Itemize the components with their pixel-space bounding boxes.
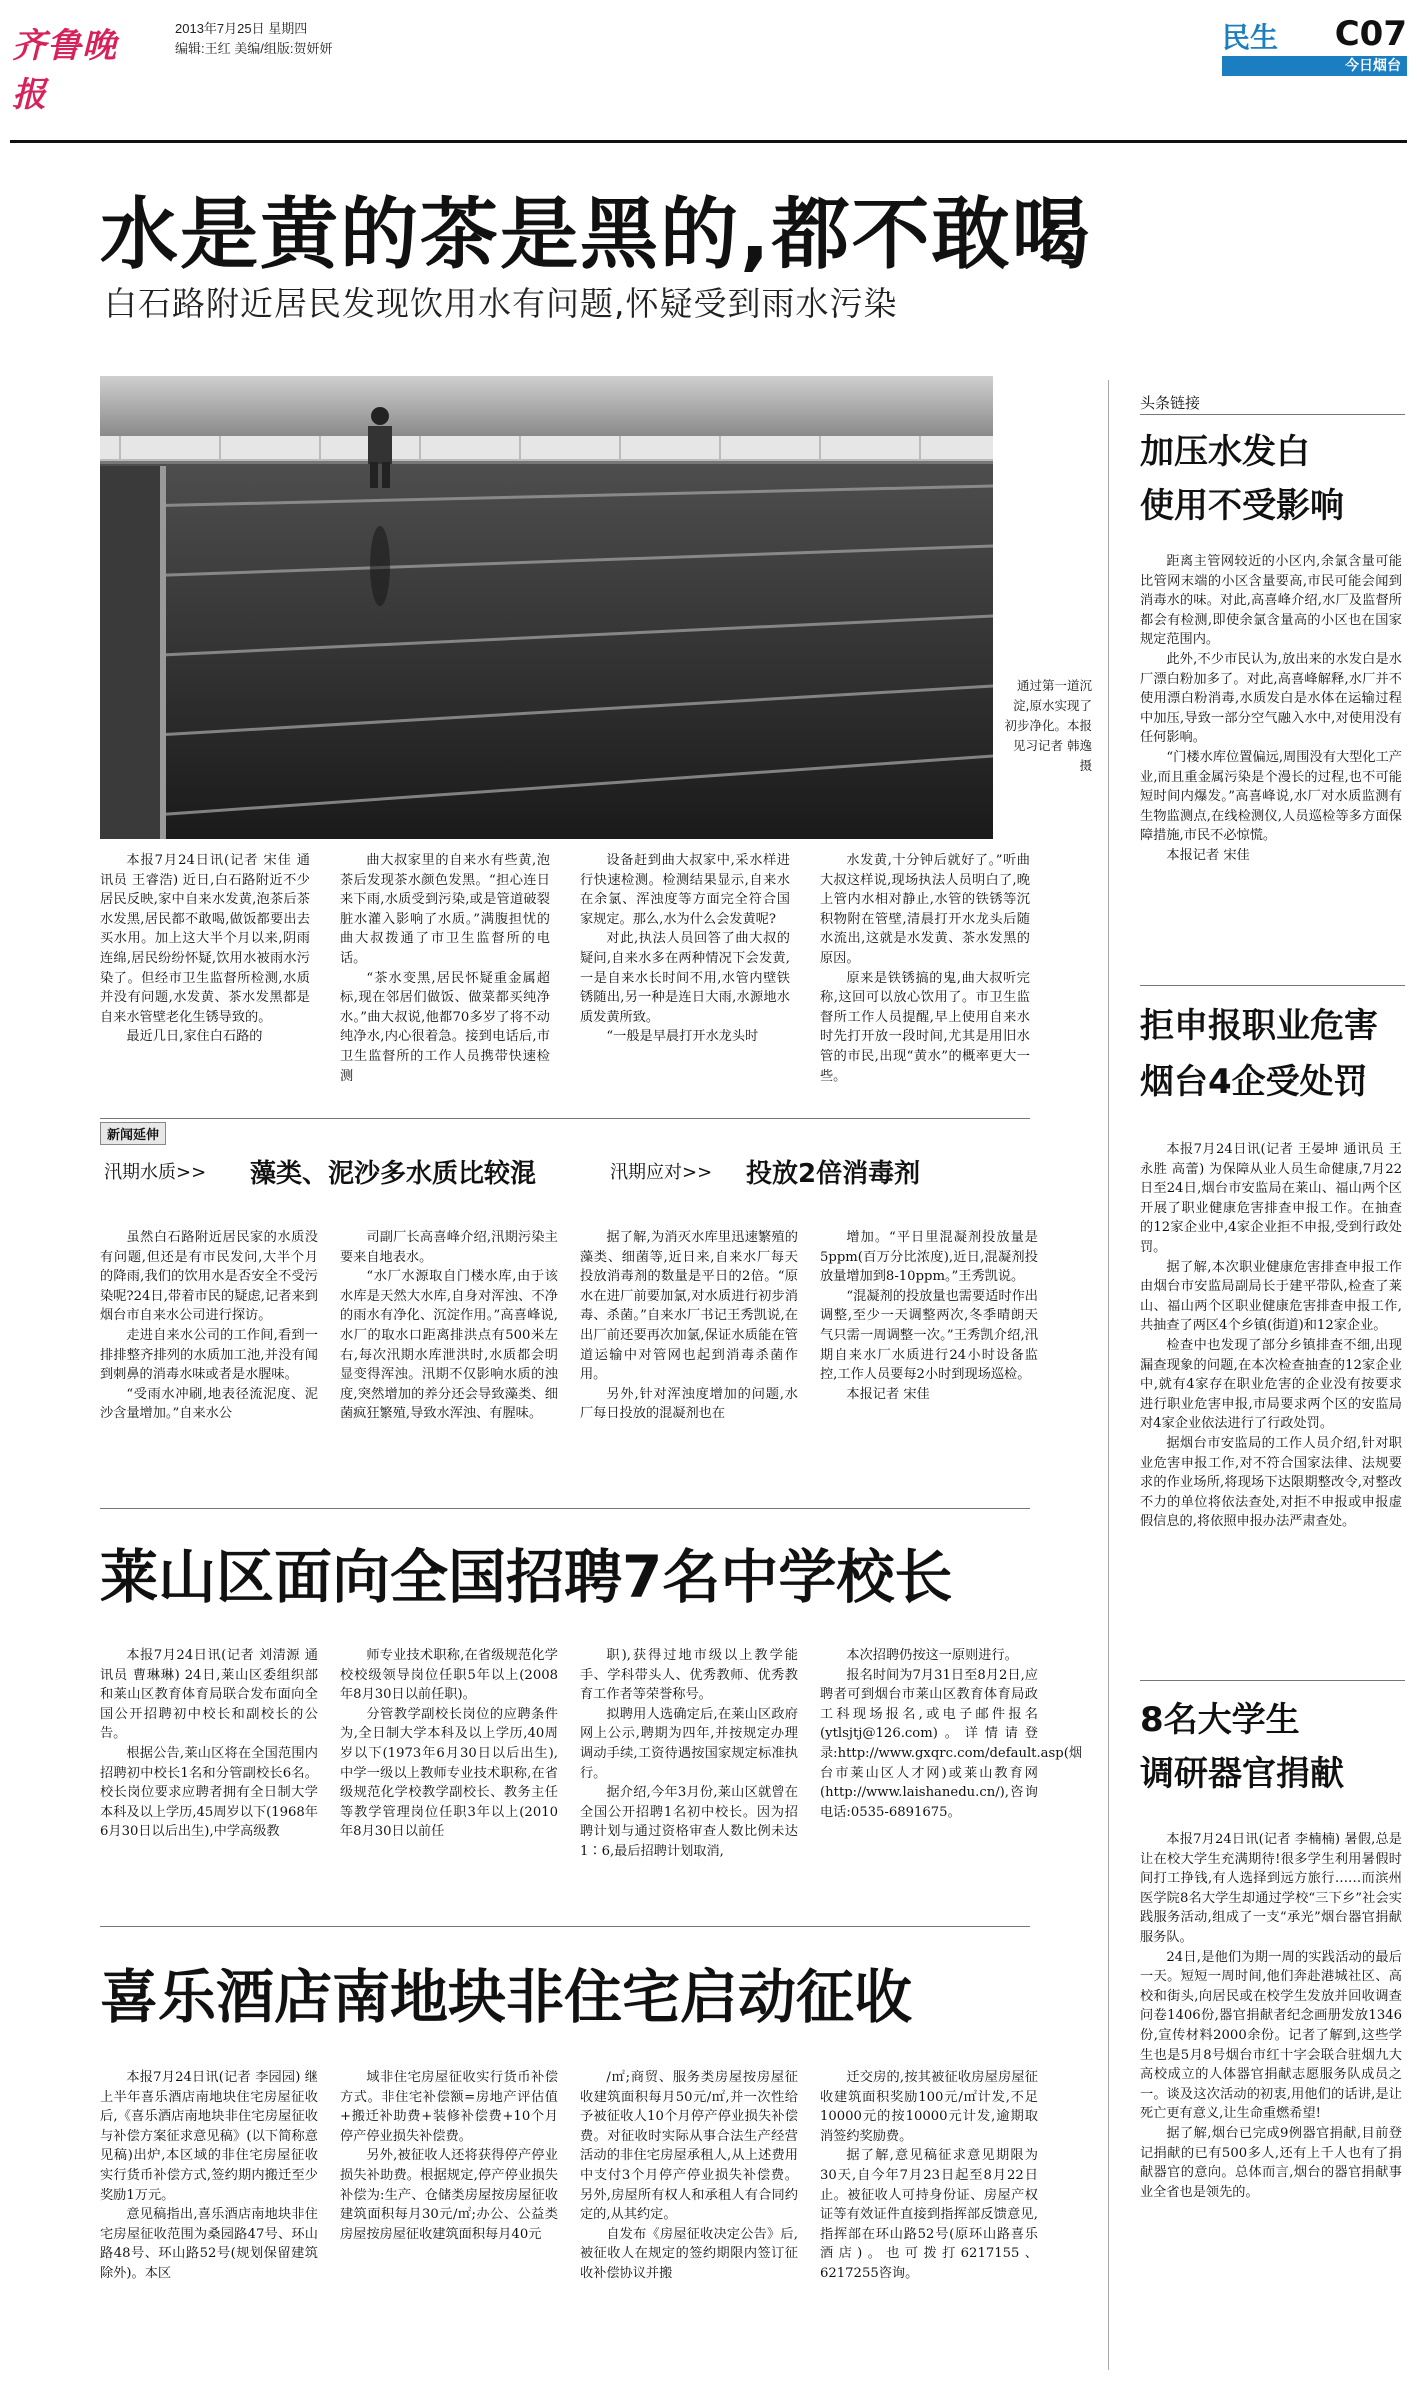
lead-paragraph: 原来是铁锈搞的鬼,曲大叔听完称,这回可以放心饮用了。市卫生监督所工作人员提醒,早上使用自来水时先打开放一段时间,尤其是用旧水管的市民,出现“黄水”的概率更大一些。	[820, 970, 1030, 1084]
sidebar-story1-title1: 加压水发白	[1140, 432, 1310, 472]
sidebar-paragraph: 距离主管网较近的小区内,余氯含量可能比管网末端的小区含量要高,市民可能会闻到消毒水的味。对此,高喜峰介绍,水厂及监督所都会有检测,即使余氯含量高的小区也在国家规定范围内。	[1140, 554, 1402, 648]
extension-paragraph: 另外,针对浑浊度增加的问题,水厂每日投放的混凝剂也在	[580, 1386, 798, 1422]
sidebar-paragraph: 据烟台市安监局的工作人员介绍,针对职业危害申报工作,对不符合国家法律、法规要求的作业场所,将现场下达限期整改令,对整改不力的单位将依法查处,对拒不申报或申报虚假信息的,将依照申报办法严肃查处。	[1140, 1435, 1402, 1530]
extension-col-2	[340, 1228, 558, 1518]
sidebar-paragraph: 24日,是他们为期一周的实践活动的最后一天。短短一周时间,他们奔赴港城社区、高校和街头,向居民或在校学生发放并回收调查问卷1406份,器官捐献者纪念画册发放1346份,宣传材料2000余份。记者了解到,这些学生也是5月8号烟台市红十字会联合驻烟九大高校成立的人体器官捐献志愿服务队成员之一。谈及这次活动的初衷,用他们的话讲,是让死亡更有意义,让生命重燃希望!	[1140, 1949, 1402, 2122]
laishan-paragraph: 据介绍,今年3月份,莱山区就曾在全国公开招聘1名初中校长。因为招聘计划与通过资格审查人数比例未达1∶6,最后招聘计划取消,	[580, 1785, 798, 1859]
extension-label: 新闻延伸	[100, 1122, 166, 1145]
laishan-paragraph: 本报7月24日讯(记者 刘清源 通讯员 曹琳琳) 24日,莱山区委组织部和莱山区教育体育局联合发布面向全国公开招聘初中校长和副校长的公告。	[100, 1648, 318, 1742]
xile-paragraph: /㎡;商贸、服务类房屋按房屋征收建筑面积每月50元/㎡,并一次性给予被征收人10个月停产停业损失补偿费。对征收时实际从事合法生产经营活动的非住宅房屋承租人,从上述费用中支付3个月停产停业损失补偿费。另外,房屋所有权人和承租人有合同约定的,从其约定。	[580, 2070, 798, 2223]
extension-col-4	[820, 1228, 1038, 1518]
laishan-paragraph: 根据公告,莱山区将在全国范围内招聘初中校长1名和分管副校长6名。校长岗位要求应聘者拥有全日制大学本科及以上学历,45周岁以下(1968年6月30日以后出生),中学高级教	[100, 1745, 318, 1840]
extension-col-3	[580, 1228, 798, 1518]
lead-photo	[100, 376, 993, 839]
lead-paragraph: 水发黄,十分钟后就好了。”听曲大叔这样说,现场执法人员明白了,晚上管内水相对静止,水管的铁锈等沉积物附在管壁,清晨打开水龙头后随水流出,这就是水发黄、茶水发黑的原因。	[820, 853, 1030, 966]
editor-credits: 编辑:王红 美编/组版:贺妍妍	[175, 41, 333, 56]
laishan-col-4	[820, 1646, 1083, 1916]
laishan-col-2	[340, 1646, 558, 1916]
xile-headline: 喜乐酒店南地块非住宅启动征收	[100, 1963, 913, 2031]
xile-col-3	[580, 2068, 798, 2368]
lead-subhead: 白石路附近居民发现饮用水有问题,怀疑受到雨水污染	[104, 284, 898, 323]
extension-paragraph: 司副厂长高喜峰介绍,汛期污染主要来自地表水。	[340, 1230, 558, 1265]
lead-paragraph: 曲大叔家里的自来水有些黄,泡茶后发现茶水颜色发黑。“担心连日来下雨,水质受到污染,或是管道破裂脏水灌入影响了水质。”满腹担忧的曲大叔拨通了市卫生监督所的电话。	[340, 853, 550, 966]
sidebar-story3-body	[1140, 1830, 1402, 2370]
lead-headline: 水是黄的茶是黑的,都不敢喝	[100, 190, 1092, 280]
top-rule	[10, 140, 1407, 143]
sidebar-paragraph: 本报记者 宋佳	[1166, 847, 1250, 863]
laishan-paragraph: 师专业技术职称,在省级规范化学校校级领导岗位任职5年以上(2008年8月30日以前任职)。	[340, 1648, 558, 1703]
lead-paragraph: 设备赶到曲大叔家中,采水样进行快速检测。检测结果显示,自来水在余氯、浑浊度等方面完全符合国家规定。那么,水为什么会发黄呢?	[580, 853, 790, 927]
sidebar-tag: 头条链接	[1140, 394, 1201, 412]
newspaper-logo: 齐鲁晚报	[12, 26, 117, 115]
extension-paragraph: “水厂水源取自门楼水库,由于该水库是天然大水库,自身对浑浊、不净的雨水有净化、沉淀作用。”高喜峰说,水厂的取水口距离排洪点有500米左右,每次汛期水库泄洪时,水质都会明显变得浑浊。汛期不仅影响水质的浊度,突然增加的养分还会导致藻类、细菌疯狂繁殖,导致水浑浊、有腥味。	[340, 1269, 558, 1422]
water-plant-photo	[100, 376, 993, 839]
sidebar-paragraph: “门楼水库位置偏远,周围没有大型化工产业,而且重金属污染是个漫长的过程,也不可能短时间内爆发。”高喜峰说,水厂对水质监测有生物监测点,在线检测仪,人员巡检等多方面保障措施,市民不必惊慌。	[1140, 749, 1402, 844]
sidebar-paragraph: 检查中也发现了部分乡镇排查不细,出现漏查现象的问题,在本次检查抽查的12家企业中,就有4家存在职业危害的企业没有按要求进行职业危害申报,市局要求两个区的安监局对4家企业依法进行了行政处罚。	[1140, 1337, 1402, 1432]
xile-col-1	[100, 2068, 318, 2368]
sidebar-paragraph: 据了解,烟台已完成9例器官捐献,目前登记捐献的已有500多人,还有上千人也有了捐献器官的意向。总体而言,烟台的器官捐献事业全省也是领先的。	[1140, 2125, 1402, 2200]
sidebar-paragraph: 本报7月24日讯(记者 李楠楠) 暑假,总是让在校大学生充满期待!很多学生利用暑假时间打工挣钱,有人选择到远方旅行……而滨州医学院8名大学生却通过学校“三下乡”社会实践服务活动,组成了一支“承光”烟台器官捐献服务队。	[1140, 1832, 1402, 1945]
extension-paragraph: “受雨水冲刷,地表径流泥度、泥沙含量增加。”自来水公	[100, 1386, 318, 1422]
section-badge	[1222, 14, 1407, 76]
extension-right-title: 投放2倍消毒剂	[746, 1159, 921, 1189]
laishan-col-3	[580, 1646, 798, 1916]
lead-col-3	[580, 851, 790, 1101]
xile-paragraph: 域非住宅房屋征收实行货币补偿方式。非住宅补偿额=房地产评估值+搬迁补助费+装修补偿费+10个月停产停业损失补偿费。	[340, 2070, 558, 2144]
photo-caption: 通过第一道沉淀,原水实现了初步净化。本报见习记者 韩逸 摄	[1004, 678, 1092, 773]
extension-paragraph: 走进自来水公司的工作间,看到一排排整齐排列的水质加工池,并没有闻到刺鼻的消毒水味或者是水腥味。	[100, 1327, 318, 1383]
sidebar-story2-body	[1140, 1140, 1402, 1640]
lead-paragraph: 本报7月24日讯(记者 宋佳 通讯员 王睿浩) 近日,白石路附近不少居民反映,家中自来水发黄,泡茶后茶水发黑,居民都不敢喝,做饭都要出去买水用。加上这大半个月以来,阴雨连绵,居民纷纷怀疑,饮用水被雨水污染了。但经市卫生监督所检测,水质并没有问题,水发黄、茶水发黑都是自来水管壁老化生锈导致的。	[100, 853, 310, 1025]
sidebar-story1-body	[1140, 552, 1402, 952]
extension-rule	[100, 1118, 1030, 1119]
extension-right-prefix: 汛期应对>>	[610, 1162, 713, 1183]
lead-paragraph: “一般是早晨打开水龙头时	[606, 1029, 759, 1045]
laishan-paragraph: 本次招聘仍按这一原则进行。	[846, 1648, 1018, 1663]
page-number: C07	[1334, 14, 1407, 54]
laishan-col-1	[100, 1646, 318, 1916]
sidebar-paragraph: 此外,不少市民认为,放出来的水发白是水厂漂白粉加多了。对此,高喜峰解释,水厂并不使用漂白粉消毒,水质发白是水体在运输过程中加压,导致一部分空气融入水中,对使用没有任何影响。	[1140, 651, 1402, 746]
lead-paragraph: 对此,执法人员回答了曲大叔的疑问,自来水多在两种情况下会发黄,一是自来水长时间不用,水管内壁铁锈随出,另一种是连日大雨,水源地水质发黄所致。	[580, 931, 790, 1025]
extension-paragraph: 据了解,为消灭水库里迅速繁殖的藻类、细菌等,近日来,自来水厂每天投放消毒剂的数量是平日的2倍。“原水在进厂前要加氯,对水质进行初步消毒、杀菌。”自来水厂书记王秀凯说,在出厂前还要再次加氯,保证水质能在管道运输中对管网也起到消毒杀菌作用。	[580, 1230, 798, 1383]
sidebar-rule-2	[1140, 1680, 1405, 1681]
laishan-headline: 莱山区面向全国招聘7名中学校长	[100, 1543, 953, 1611]
sidebar-paragraph: 据了解,本次职业健康危害排查申报工作由烟台市安监局副局长于建平带队,检查了莱山、福山两个区职业健康危害排查申报工作,共抽查了两区4个乡镇(街道)和12家企业。	[1140, 1259, 1402, 1334]
section-name: 民生	[1222, 21, 1279, 54]
extension-paragraph: 增加。“平日里混凝剂投放量是5ppm(百万分比浓度),近日,混凝剂投放量增加到8-10ppm。”王秀凯说。	[820, 1230, 1038, 1285]
laishan-paragraph: 报名时间为7月31日至8月2日,应聘者可到烟台市莱山区教育体育局政工科现场报名,或电子邮件报名(ytlsjtj@126.com)。详情请登录:http://www.gxqrc.com/default.asp(烟台市莱山区人才网)或莱山教育网(http://www.laishanedu.cn/),咨询电话:0535-6891675。	[820, 1667, 1083, 1820]
xile-paragraph: 自发布《房屋征收决定公告》后,被征收人在规定的签约期限内签订征收补偿协议并搬	[580, 2226, 798, 2281]
extension-left-prefix: 汛期水质>>	[104, 1162, 207, 1183]
extension-paragraph: 虽然白石路附近居民家的水质没有问题,但还是有市民发问,大半个月的降雨,我们的饮用水是否安全不受污染呢?24日,带着市民的疑虑,记者来到烟台市自来水公司进行探访。	[100, 1230, 318, 1324]
sidebar-story1-title2: 使用不受影响	[1140, 486, 1344, 526]
sidebar-divider	[1108, 380, 1109, 2370]
xile-col-4	[820, 2068, 1038, 2368]
lead-col-1	[100, 851, 310, 1101]
xile-paragraph: 意见稿指出,喜乐酒店南地块非住宅房屋征收范围为桑园路47号、环山路48号、环山路52号(规划保留建筑除外)。本区	[100, 2207, 318, 2281]
laishan-paragraph: 分管教学副校长岗位的应聘条件为,全日制大学本科及以上学历,40周岁以下(1973年6月30日以后出生),中学一级以上教师专业技术职称,在省级规范化学校教学副校长、教务主任等教学管理岗位任职3年以上(2010年8月30日以前任	[340, 1706, 558, 1840]
lead-paragraph: “茶水变黑,居民怀疑重金属超标,现在邻居们做饭、做菜都买纯净水。”曲大叔说,他都70多岁了将不动纯净水,内心很着急。接到电话后,市卫生监督所的工作人员携带快速检测	[340, 970, 550, 1084]
xile-paragraph: 本报7月24日讯(记者 李园园) 继上半年喜乐酒店南地块住宅房屋征收后,《喜乐酒店南地块非住宅房屋征收与补偿方案征求意见稿》(以下简称意见稿)出炉,本区域的非住宅房屋征收实行货币补偿方式,签约期内搬迁至少奖励1万元。	[100, 2070, 318, 2203]
issue-date: 2013年7月25日 星期四	[175, 21, 308, 36]
sidebar-story3-title2: 调研器官捐献	[1140, 1754, 1344, 1794]
xile-col-2	[340, 2068, 558, 2368]
lead-col-2	[340, 851, 550, 1101]
xile-paragraph: 据了解,意见稿征求意见期限为30天,自今年7月23日起至8月22日止。被征收人可持身份证、房屋产权证等有效证件直接到指挥部反馈意见,指挥部在环山路52号(原环山路喜乐酒店)。也可拨打6217155、6217255咨询。	[820, 2148, 1038, 2281]
sidebar-story2-title1: 拒申报职业危害	[1140, 1006, 1378, 1046]
lead-paragraph: 最近几日,家住白石路的	[126, 1029, 263, 1045]
extension-paragraph: “混凝剂的投放量也需要适时作出调整,至少一天调整两次,冬季晴朗天气只需一周调整一次。”王秀凯介绍,汛期自来水厂水质进行24小时设备监控,工作人员要每2小时到现场巡检。	[820, 1288, 1038, 1383]
sidebar-rule-1	[1140, 985, 1405, 986]
extension-bottom-rule	[100, 1508, 1030, 1509]
lead-col-4	[820, 851, 1030, 1101]
extension-paragraph: 本报记者 宋佳	[846, 1386, 930, 1402]
xile-paragraph: 另外,被征收人还将获得停产停业损失补助费。根据规定,停产停业损失补偿为:生产、仓储类房屋按房屋征收建筑面积每月30元/㎡;办公、公益类房屋按房屋征收建筑面积每月40元	[340, 2148, 558, 2242]
sidebar-tag-rule	[1140, 414, 1405, 415]
laishan-paragraph: 职),获得过地市级以上教学能手、学科带头人、优秀教师、优秀教育工作者等荣誉称号。	[580, 1648, 798, 1703]
laishan-bottom-rule	[100, 1926, 1030, 1927]
sidebar-paragraph: 本报7月24日讯(记者 王晏坤 通讯员 王永胜 高蕾) 为保障从业人员生命健康,7月22日至24日,烟台市安监局在莱山、福山两个区开展了职业健康危害排查申报工作。在抽查的12家企业中,4家企业拒不申报,受到行政处罚。	[1140, 1142, 1402, 1255]
extension-col-1	[100, 1228, 318, 1518]
region-label: 今日烟台	[1222, 56, 1407, 76]
sidebar-story3-title1: 8名大学生	[1140, 1700, 1300, 1740]
xile-paragraph: 迁交房的,按其被征收房屋房屋征收建筑面积奖励100元/㎡计发,不足10000元的按10000元计发,逾期取消签约奖励费。	[820, 2070, 1038, 2144]
sidebar-story2-title2: 烟台4企受处罚	[1140, 1062, 1368, 1102]
laishan-paragraph: 拟聘用人选确定后,在莱山区政府网上公示,聘期为四年,并按规定办理调动手续,工资待遇按国家规定标准执行。	[580, 1706, 798, 1781]
extension-left-title: 藻类、泥沙多水质比较混	[250, 1159, 537, 1189]
